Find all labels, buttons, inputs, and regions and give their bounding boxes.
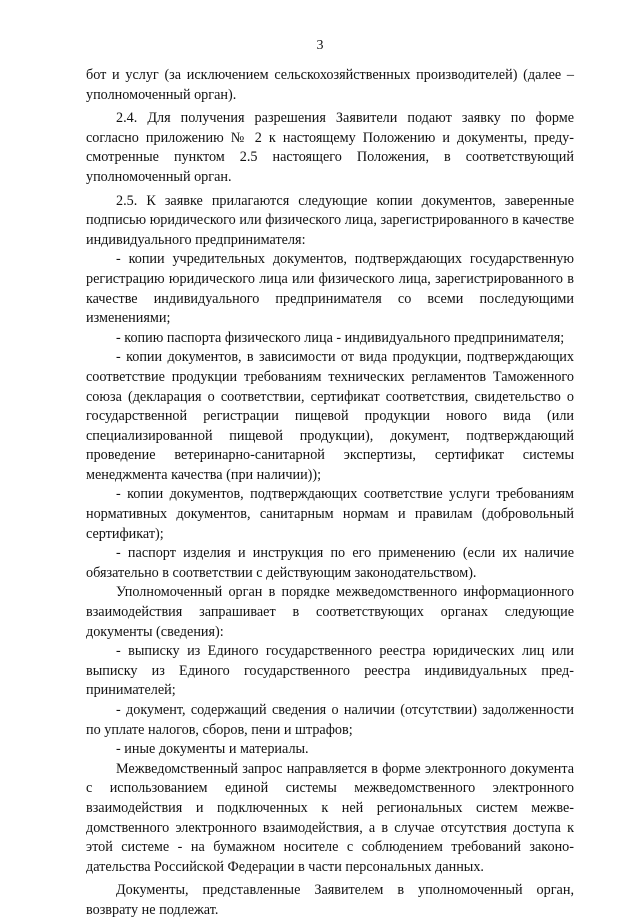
list-item-tax-debt-document: - документ, содержащий сведения о наличии (отсутствии) задолженности по уплате налогов, сборов, пени и штрафов; [86, 702, 574, 738]
list-item-registry-extract: - выписку из Единого государственного реестра юридических лиц или выписку из Единого государственного реестра индивидуальных предпринимателей; [86, 643, 574, 699]
list-item-product-passport: - паспорт изделия и инструкция по его применению (если их наличие обязательно в соответствии с действующим законодательством). [86, 545, 574, 581]
page-number: 3 [316, 38, 324, 53]
list-item-founding-documents: - копии учредительных документов, подтверждающих государственную регистрацию юридического лица или физического лица, зарегистрированного в качестве индивидуального предпринимателя со всеми последующими изменениями; [86, 251, 574, 327]
paragraph-continuation: бот и услуг (за исключением сельскохозяйственных производителей) (далее – уполномоченный орган). [86, 67, 574, 103]
list-item-other-documents: - иные документы и материалы. [116, 741, 309, 758]
list-item-product-compliance: - копии документов, в зависимости от вида продукции, подтверждающих соответствие продукции требованиям технических регламентов Таможенного союза (декларация о соответствии, сертификат соответствия, свидетельство о государственной регистрации пищевой продукции нового вида (или специализированной пищевой продукции), документ, подтверждающий проведение ветеринарно-санитарной экспертизы, сертификат системы менеджмента качества (при наличии)); [86, 349, 574, 483]
list-item-service-compliance: - копии документов, подтверждающих соответствие услуги требованиям нормативных документов, санитарным нормам и правилам (добровольный сертификат); [86, 486, 574, 542]
paragraph-2-4: 2.4. Для получения разрешения Заявители подают заявку по форме согласно приложению № 2 к настоящему Положению и документы, предусмотренные пунктом 2.5 настоящего Положения, в соответствующий уполномоченный орган. [86, 110, 574, 185]
paragraph-no-return: Документы, представленные Заявителем в уполномоченный орган, возврату не подлежат. [86, 882, 574, 918]
paragraph-interagency-request: Уполномоченный орган в порядке межведомственного информационного взаимодействия запрашивает в соответствующих органах следующие документы (сведения): [86, 584, 574, 640]
document-body [86, 66, 574, 921]
paragraph-2-5: 2.5. К заявке прилагаются следующие копии документов, заверенные подписью юридического или физического лица, зарегистрированного в качестве индивидуального предпринимателя: [86, 192, 574, 248]
paragraph-electronic-request: Межведомственный запрос направляется в форме электронного документа с использованием единой системы межведомственного электронного взаимодействия и подключенных к ней региональных систем межведомственного электронного взаимодействия, а в случае отсутствия доступа к этой системе - на бумажном носителе с соблюдением требований законодательства Российской Федерации в части персональных данных. [86, 760, 574, 875]
list-item-passport-copy: - копию паспорта физического лица - индивидуального предпринимателя; [116, 329, 565, 346]
